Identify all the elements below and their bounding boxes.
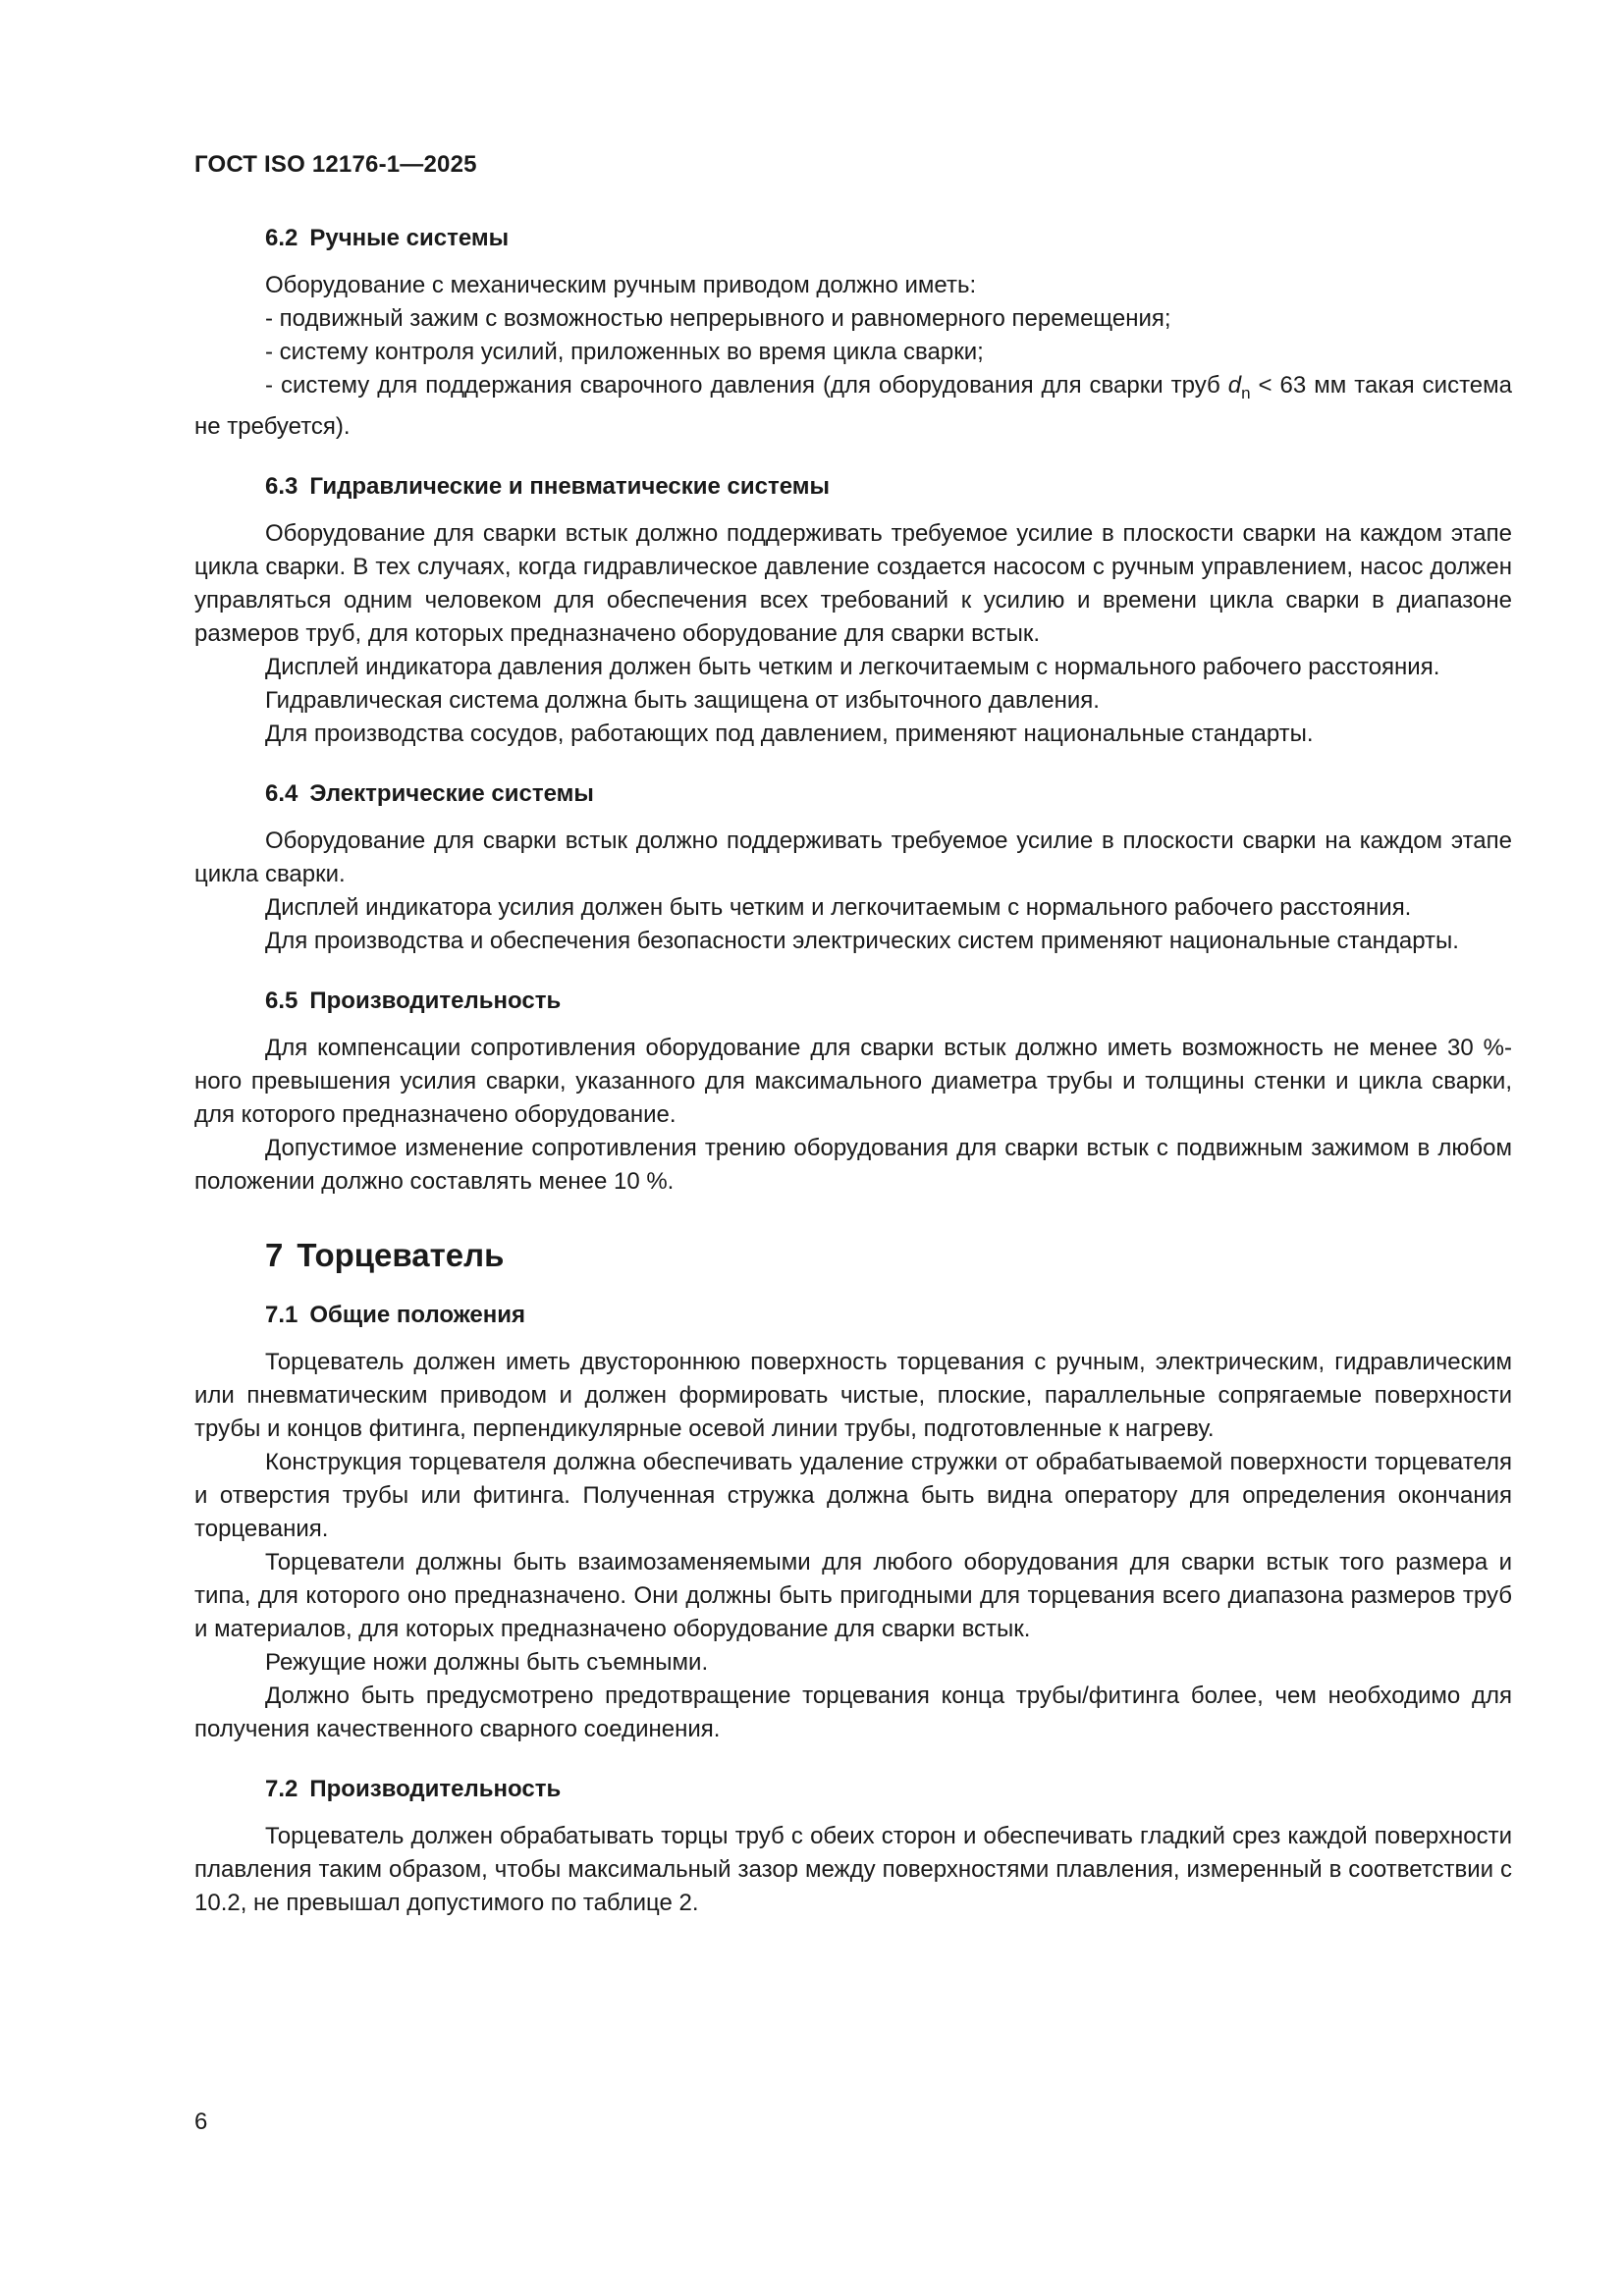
section-6-5 [194,985,1512,1199]
paragraph: Торцеватель должен иметь двустороннюю поверхность торцевания с ручным, электрическим, гидравлическим или пневматическим приводом и должен формировать чистые, плоские, параллельные сопрягаемые поверхности трубы и концов фитинга, перпендикулярные осевой линии трубы, подготовленные к нагреву. [194,1349,1512,1442]
list-item [194,369,1512,444]
section-heading [194,1773,1512,1806]
section-title: Производительность [309,1776,562,1802]
chapter-number: 7 [265,1237,284,1273]
section-number: 6.4 [265,780,298,807]
section-number: 7.2 [265,1776,298,1802]
section-7 [194,1236,1512,1275]
paragraph: Гидравлическая система должна быть защищена от избыточного давления. [265,687,1100,714]
section-heading [194,777,1512,811]
section-heading [194,222,1512,255]
section-7-1 [194,1299,1512,1746]
list-item-text: < 63 мм такая система не требуется). [194,372,1512,440]
paragraph: Торцеватели должны быть взаимозаменяемыми для любого оборудования для сварки встык того размера и типа, для которого оно предназначено. Они должны быть пригодными для торцевания всего диапазона размеров труб и материалов, для которых предназначено оборудование для сварки встык. [194,1549,1512,1642]
paragraph: Конструкция торцевателя должна обеспечивать удаление стружки от обрабатываемой поверхности торцевателя и отверстия трубы или фитинга. Полученная стружка должна быть видна оператору для определения окончания торцевания. [194,1449,1512,1542]
section-6-2 [194,222,1512,444]
section-heading [194,470,1512,504]
section-number: 6.5 [265,988,298,1014]
section-6-3 [194,470,1512,751]
diameter-subscript: n [1241,384,1251,402]
chapter-heading [194,1236,1512,1275]
paragraph: Дисплей индикатора давления должен быть четким и легкочитаемым с нормального рабочего расстояния. [265,654,1440,680]
section-6-4 [194,777,1512,958]
paragraph: Оборудование для сварки встык должно поддерживать требуемое усилие в плоскости сварки на каждом этапе цикла сварки. В тех случаях, когда гидравлическое давление создается насосом с ручным управлением, насос должен управляться одним человеком для обеспечения всех требований к усилию и времени цикла сварки в диапазоне размеров труб, для которых предназначено оборудование для сварки встык. [194,520,1512,647]
paragraph: Допустимое изменение сопротивления трению оборудования для сварки встык с подвижным зажимом в любом положении должно составлять менее 10 %. [194,1135,1512,1195]
paragraph: Режущие ножи должны быть съемными. [265,1649,709,1676]
list-item: - систему контроля усилий, приложенных во время цикла сварки; [265,339,984,365]
diameter-symbol: d [1227,372,1242,399]
section-heading [194,985,1512,1018]
section-title: Производительность [309,988,562,1014]
paragraph: Дисплей индикатора усилия должен быть четким и легкочитаемым с нормального рабочего расстояния. [265,894,1412,921]
document-body [194,222,1512,1920]
section-7-2 [194,1773,1512,1920]
paragraph: Для компенсации сопротивления оборудование для сварки встык должно иметь возможность не менее 30 %-ного превышения усилия сварки, указанного для максимального диаметра трубы и толщины стенки и цикла сварки, для которого предназначено оборудование. [194,1035,1512,1128]
list-item-text: - систему для поддержания сварочного давления (для оборудования для сварки труб [265,372,1228,399]
section-number: 6.3 [265,473,298,500]
paragraph: Для производства и обеспечения безопасности электрических систем применяют национальные стандарты. [265,928,1459,954]
chapter-title: Торцеватель [297,1237,505,1273]
paragraph: Должно быть предусмотрено предотвращение торцевания конца трубы/фитинга более, чем необходимо для получения качественного сварного соединения. [194,1682,1512,1742]
page-number: 6 [194,2109,208,2135]
section-number: 7.1 [265,1302,298,1328]
list-item: - подвижный зажим с возможностью непрерывного и равномерного перемещения; [265,305,1171,332]
paragraph: Торцеватель должен обрабатывать торцы труб с обеих сторон и обеспечивать гладкий срез каждой поверхности плавления таким образом, чтобы максимальный зазор между поверхностями плавления, измеренный в соответствии с 10.2, не превышал допустимого по таблице 2. [194,1823,1512,1916]
section-title: Ручные системы [309,225,510,251]
section-title: Гидравлические и пневматические системы [309,473,830,500]
paragraph: Для производства сосудов, работающих под давлением, применяют национальные стандарты. [265,721,1314,747]
standard-code: ГОСТ ISO 12176-1—2025 [194,151,477,178]
document-header [194,151,477,179]
paragraph: Оборудование с механическим ручным приводом должно иметь: [265,272,977,298]
section-number: 6.2 [265,225,298,251]
section-title: Общие положения [309,1302,526,1328]
paragraph: Оборудование для сварки встык должно поддерживать требуемое усилие в плоскости сварки на каждом этапе цикла сварки. [194,828,1512,887]
section-title: Электрические системы [309,780,594,807]
section-heading [194,1299,1512,1332]
